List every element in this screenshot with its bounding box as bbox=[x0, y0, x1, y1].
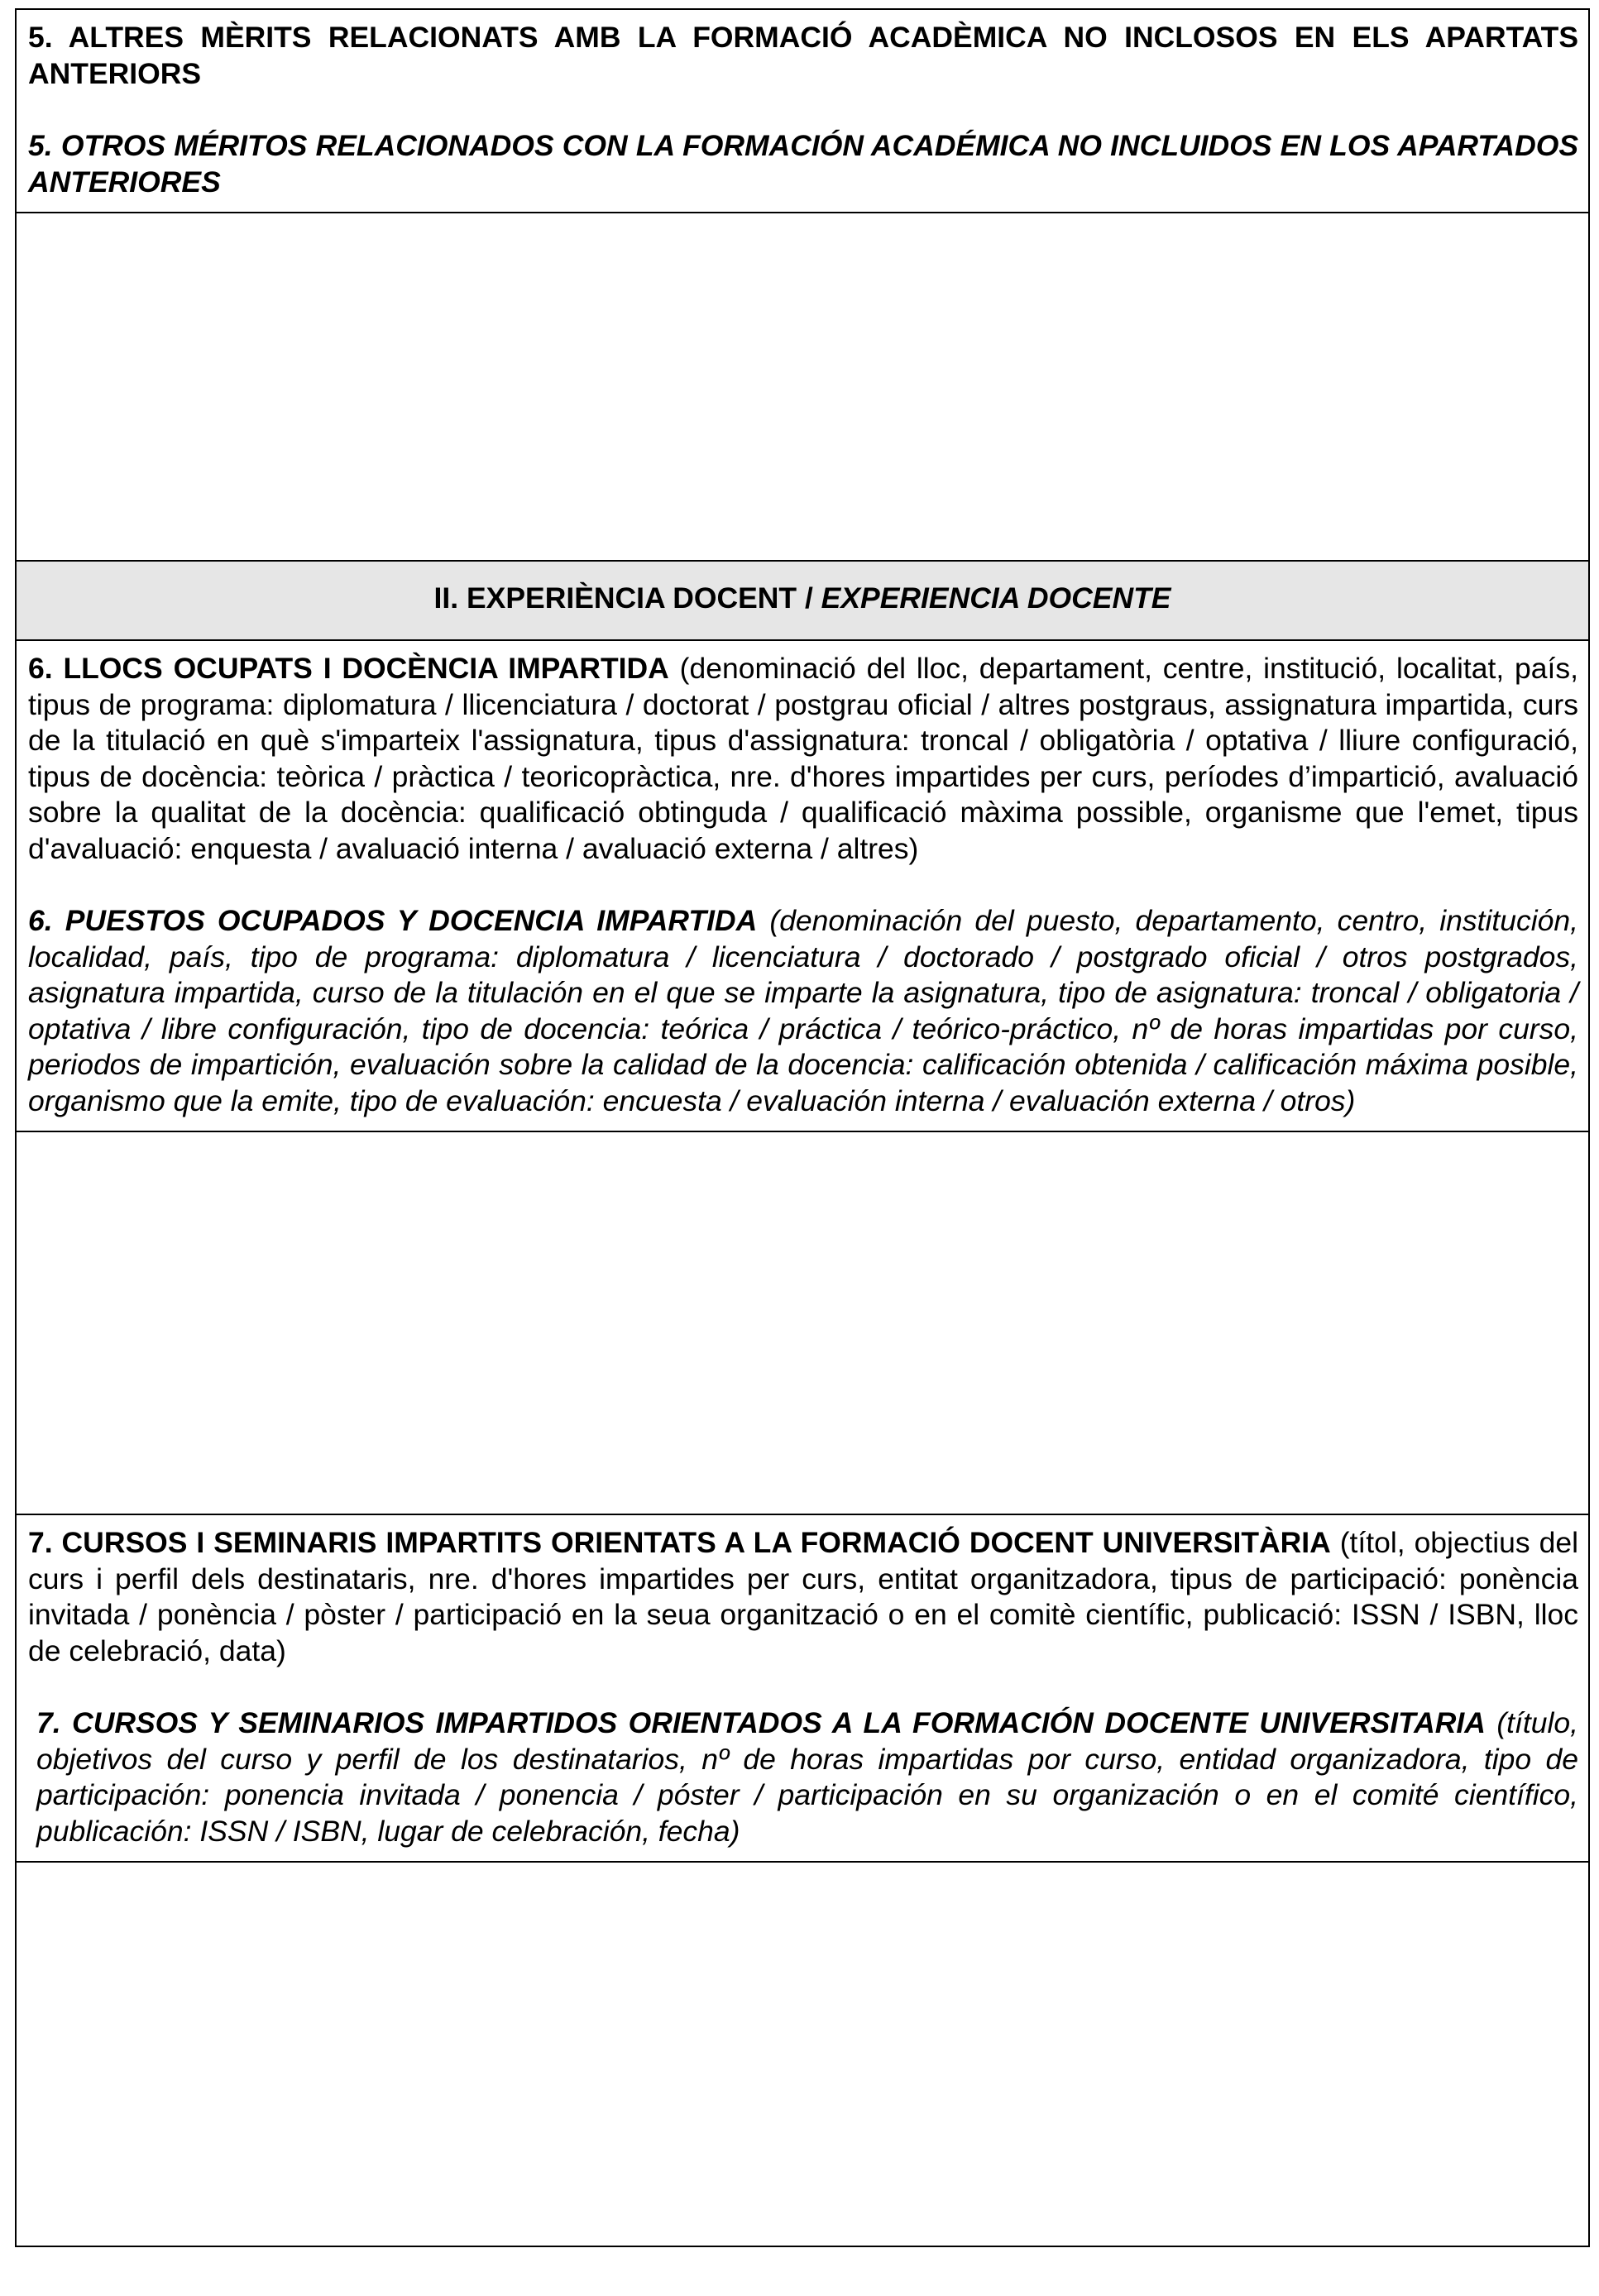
section-5-answer-field[interactable] bbox=[16, 213, 1589, 561]
section-6-description-ca: (denominació del lloc, departament, centre, institució, localitat, país, tipus de programa: diplomatura / llicenciatura / doctorat / postgrau oficial / altres postgraus, assignatura impartida, curs de la titulació en què s'imparteix l'assignatura, tipus d'assignatura: troncal / obligatòria / optativa / lliure configuració, tipus de docència: teòrica / pràctica / teoricopràctica, nre. d'hores impartides per curs, períodes d’impartició, avaluació sobre la qualitat de la docència: qualificació obtinguda / qualificació màxima possible, organisme que l'emet, tipus d'avaluació: enquesta / avaluació interna / avaluació externa / altres) bbox=[28, 652, 1578, 865]
section-5-header bbox=[16, 9, 1589, 213]
section-5-title-ca: 5. ALTRES MÈRITS RELACIONATS AMB LA FORMACIÓ ACADÈMICA NO INCLOSOS EN ELS APARTATS ANTERIORS bbox=[28, 21, 1578, 90]
part-2-banner bbox=[16, 561, 1589, 640]
section-7-description-ca: (títol, objectius del curs i perfil dels destinataris, nre. d'hores impartides per curs, entitat organitzadora, tipus de participació: ponència invitada / ponència / pòster / participació en la seua organització o en el comitè científic, publicació: ISSN / ISBN, lloc de celebració, data) bbox=[28, 1526, 1578, 1667]
cv-form-table bbox=[15, 8, 1590, 2247]
section-7-answer-field[interactable] bbox=[16, 1862, 1589, 2246]
section-6-title-ca: 6. LLOCS OCUPATS I DOCÈNCIA IMPARTIDA bbox=[28, 652, 669, 685]
section-7-description-es: (título, objetivos del curso y perfil de los destinatarios, nº de horas impartidas por curso, entidad organizadora, tipo de participación: ponencia invitada / ponencia / póster / participación en su organización o en el comité científico, publicación: ISSN / ISBN, lugar de celebración, fecha) bbox=[36, 1706, 1578, 1848]
part-2-title-ca: II. EXPERIÈNCIA DOCENT / bbox=[433, 581, 821, 615]
section-6-title-es: 6. PUESTOS OCUPADOS Y DOCENCIA IMPARTIDA bbox=[28, 904, 758, 937]
part-2-title-es: EXPERIENCIA DOCENTE bbox=[821, 581, 1171, 615]
section-6-header bbox=[16, 640, 1589, 1131]
section-5-title-es: 5. OTROS MÉRITOS RELACIONADOS CON LA FORMACIÓN ACADÉMICA NO INCLUIDOS EN LOS APARTADOS ANTERIORES bbox=[28, 129, 1578, 199]
section-7-title-es: 7. CURSOS Y SEMINARIOS IMPARTIDOS ORIENTADOS A LA FORMACIÓN DOCENTE UNIVERSITARIA bbox=[36, 1706, 1486, 1739]
section-6-description-es: (denominación del puesto, departamento, centro, institución, localidad, país, tipo de programa: diplomatura / licenciatura / doctorado / postgrado oficial / otros postgrados, asignatura impartida, curso de la titulación en el que se imparte la asignatura, tipo de asignatura: troncal / obligatoria / optativa / libre configuración, tipo de docencia: teórica / práctica / teórico-práctico, nº de horas impartidas por curso, periodos de impartición, evaluación sobre la calidad de la docencia: calificación obtenida / calificación máxima posible, organismo que la emite, tipo de evaluación: encuesta / evaluación interna / evaluación externa / otros) bbox=[28, 904, 1578, 1117]
section-6-answer-field[interactable] bbox=[16, 1131, 1589, 1514]
section-7-title-ca: 7. CURSOS I SEMINARIS IMPARTITS ORIENTATS A LA FORMACIÓ DOCENT UNIVERSITÀRIA bbox=[28, 1526, 1331, 1559]
section-7-header bbox=[16, 1514, 1589, 1862]
